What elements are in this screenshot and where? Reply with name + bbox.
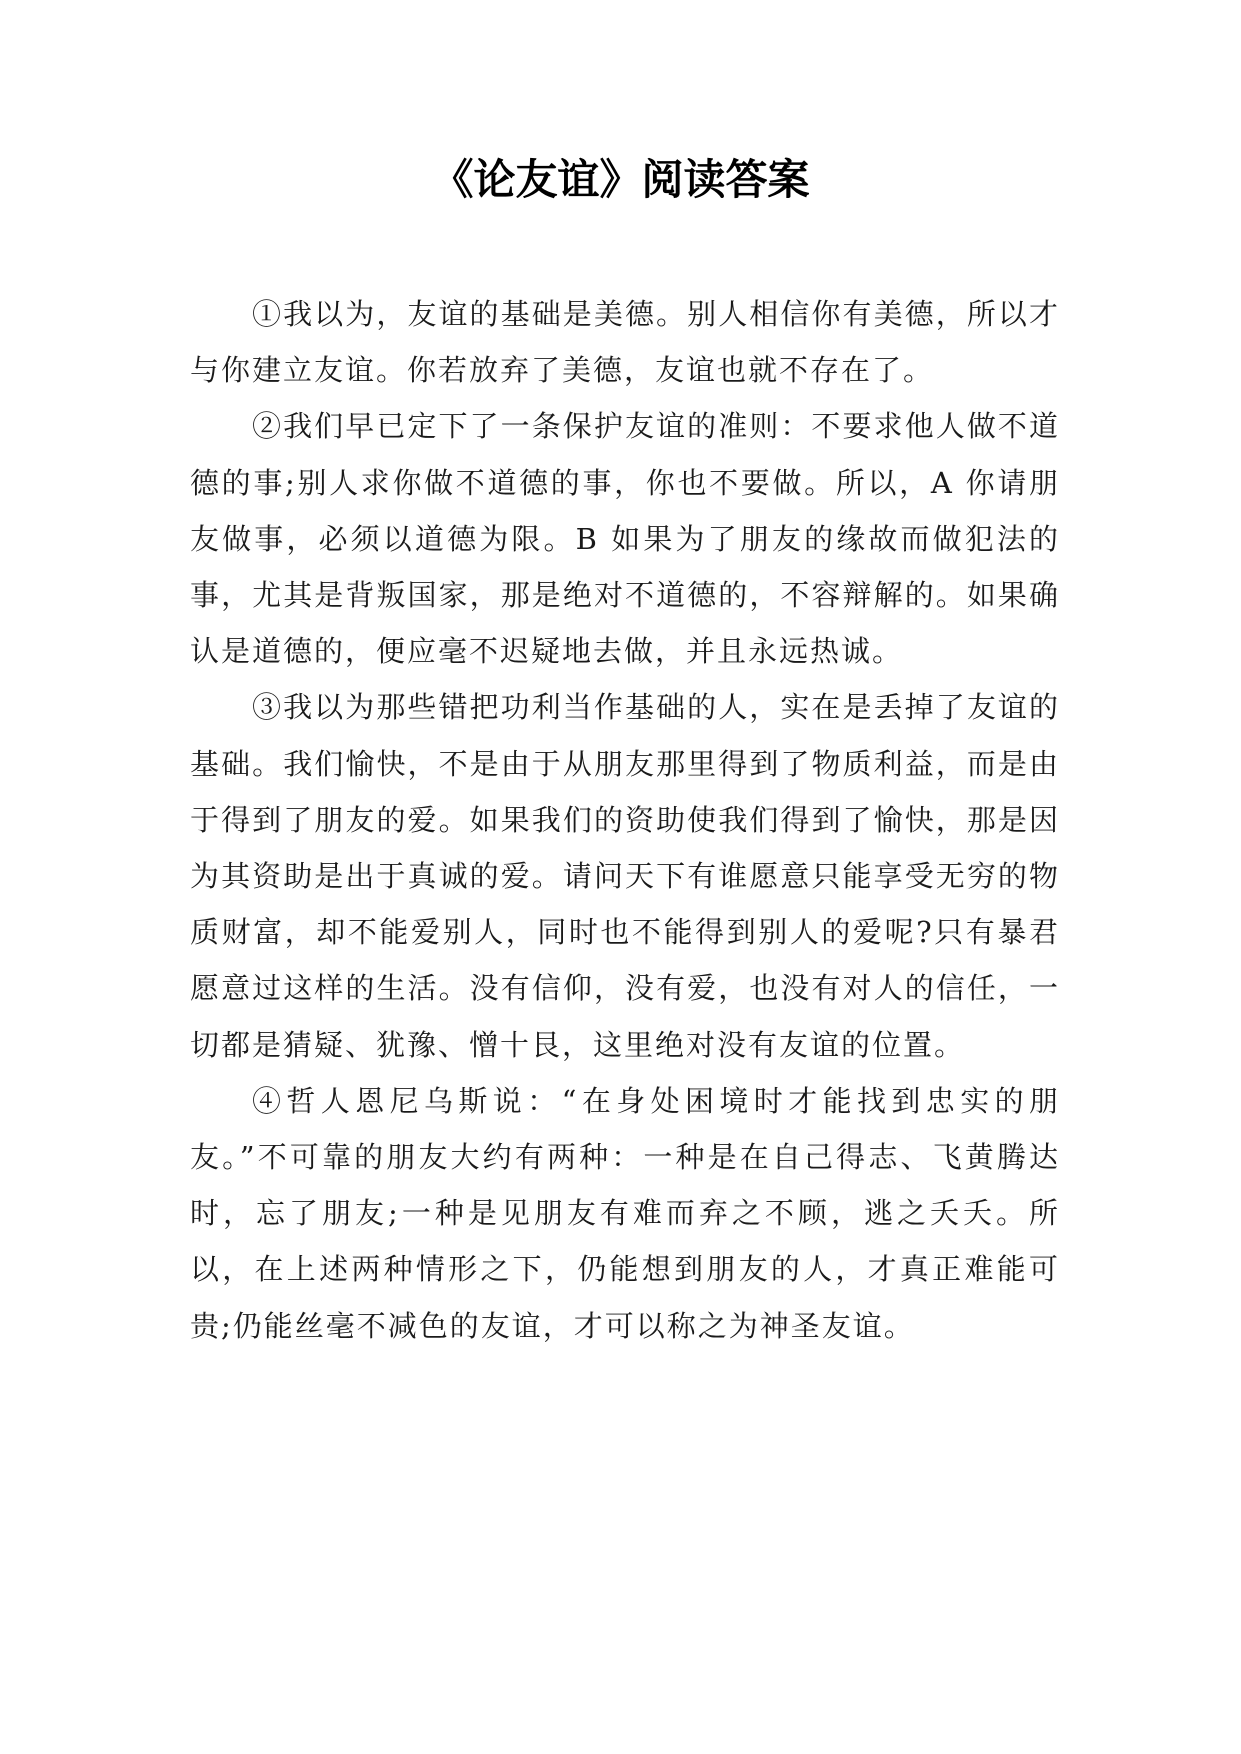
paragraph-4: ④哲人恩尼乌斯说：“在身处困境时才能找到忠实的朋友。”不可靠的朋友大约有两种：一种是在自己得志、飞黄腾达时，忘了朋友;一种是见朋友有难而弃之不顾，逃之夭夭。所以，在上述两种情形之下，仍能想到朋友的人，才真正难能可贵;仍能丝毫不减色的友谊，才可以称之为神圣友谊。 <box>190 1083 1060 1343</box>
paragraph-2: ②我们早已定下了一条保护友谊的准则：不要求他人做不道德的事;别人求你做不道德的事，你也不要做。所以，A 你请朋友做事，必须以道德为限。B 如果为了朋友的缘故而做犯法的事，尤其是背叛国家，那是绝对不道德的，不容辩解的。如果确认是道德的，便应毫不迟疑地去做，并且永远热诚。 <box>190 409 1060 669</box>
paragraph-3: ③我以为那些错把功利当作基础的人，实在是丢掉了友谊的基础。我们愉快，不是由于从朋友那里得到了物质利益，而是由于得到了朋友的爱。如果我们的资助使我们得到了愉快，那是因为其资助是出于真诚的爱。请问天下有谁愿意只能享受无穷的物质财富，却不能爱别人，同时也不能得到别人的爱呢?只有暴君愿意过这样的生活。没有信仰，没有爱，也没有对人的信任，一切都是猜疑、犹豫、憎十艮，这里绝对没有友谊的位置。 <box>190 690 1060 1062</box>
document-body <box>190 286 1060 1354</box>
document-title: 《论友谊》阅读答案 <box>431 155 810 204</box>
paragraph-1: ①我以为，友谊的基础是美德。别人相信你有美德，所以才与你建立友谊。你若放弃了美德，友谊也就不存在了。 <box>190 297 1060 388</box>
